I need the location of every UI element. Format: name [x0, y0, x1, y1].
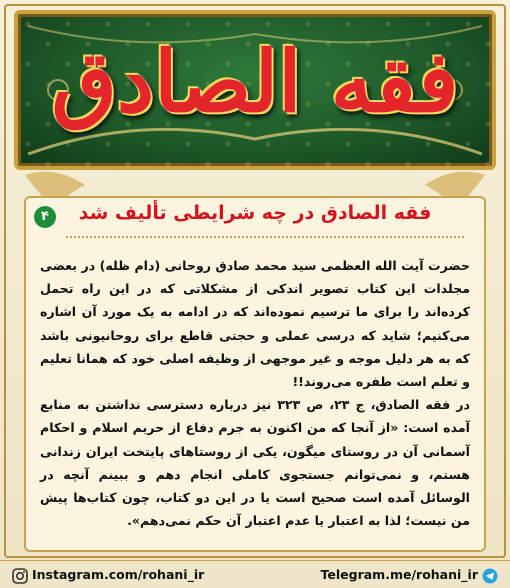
- article-body: [40, 254, 470, 532]
- telegram-icon: [482, 568, 498, 584]
- title-banner: [14, 10, 496, 170]
- article-card: [24, 196, 486, 552]
- telegram-link[interactable]: [321, 567, 502, 584]
- paragraph-2: در فقه الصادق، ج ۲۳، ص ۳۲۳ نیز درباره دسترسی نداشتن به منابع آمده است: «از آنجا که من اکنون به جرم دفاع از حریم اسلام و احکام آسمانی آن در روستای میگون، یکی از روستاهای پایتخت ایران زندانی هستم، و نمی‌توانم جستجوی کاملی انجام دهم و ببینم آنچه در الوسائل آمده است صحیح است یا در این دو کتاب، چون کتاب‌ها پیش من نیست؛ لذا به اعتبار یا عدم اعتبار آن حکم نمی‌دهم».: [40, 397, 471, 529]
- article-heading: فقه الصادق در چه شرایطی تألیف شد: [78, 202, 432, 224]
- telegram-label: Telegram.me/rohani_ir: [320, 567, 478, 582]
- article-number-badge: ۴: [34, 206, 56, 228]
- instagram-icon: [12, 568, 28, 584]
- banner-title: فقه الصادق: [51, 32, 459, 131]
- footer-bar: [0, 560, 510, 588]
- instagram-link[interactable]: [8, 567, 204, 584]
- paragraph-1: حضرت آیت الله العظمی سید محمد صادق روحانی (دام ظله) در بعضی مجلدات این کتاب تصویر اندکی از مشکلاتی که در این راه تحمل کرده‌اند را برای ما ترسیم نموده‌اند که در ادامه به یک مورد آن اشاره می‌کنیم؛ شاید که درسی عملی و حجتی قاطع برای روحانیونی باشد که به هر دلیل موجه و غیر موجهی از وظیفه اصلی خود که همانا تعلیم و تعلم است طفره می‌روند!!: [40, 258, 470, 390]
- heading-divider: [66, 236, 464, 238]
- instagram-label: Instagram.com/rohani_ir: [32, 567, 205, 582]
